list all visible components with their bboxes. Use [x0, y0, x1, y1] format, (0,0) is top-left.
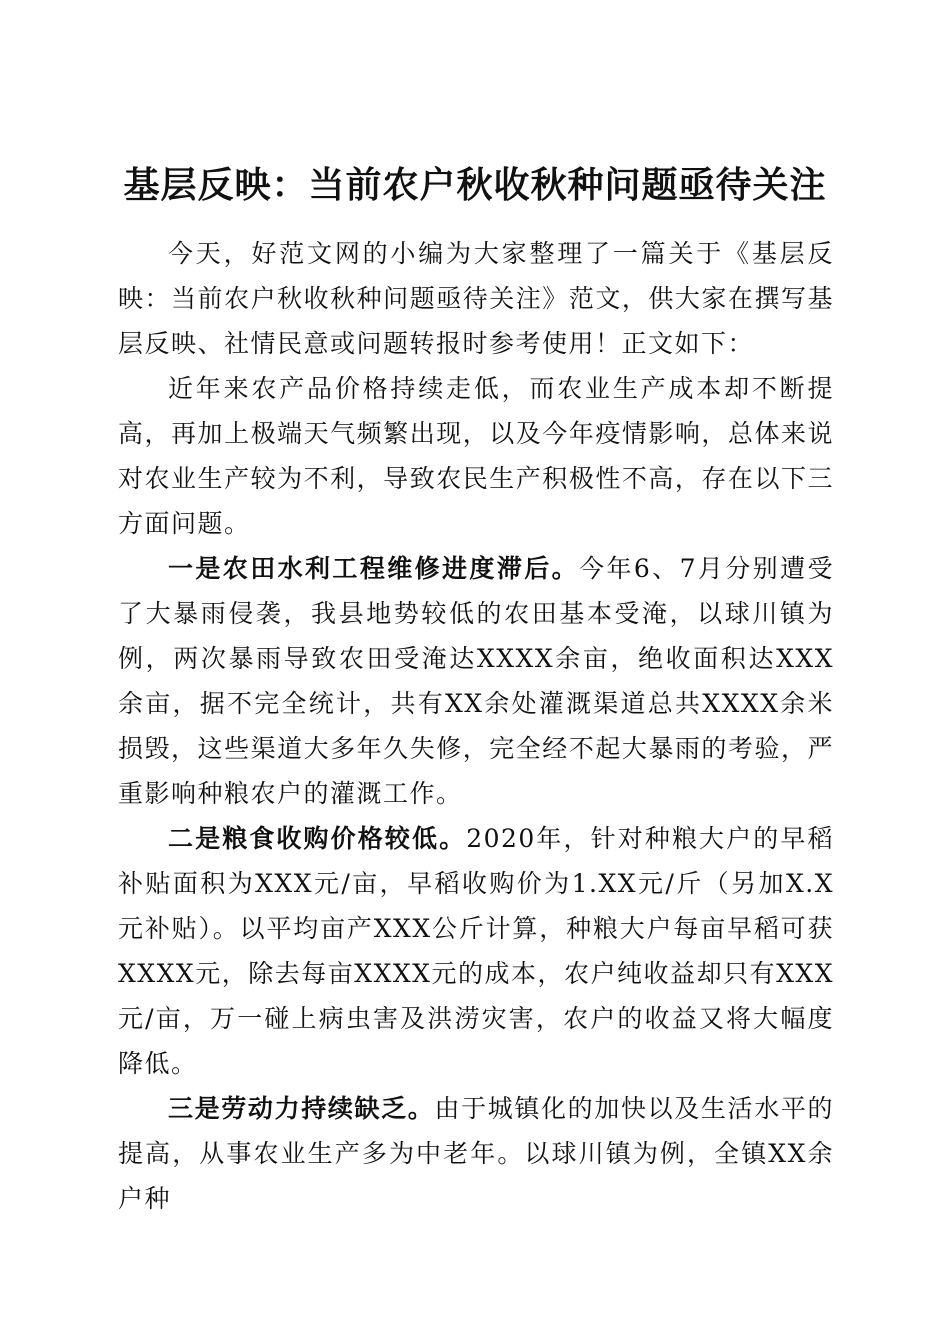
issue-2-text: 2020年，针对种粮大户的早稻补贴面积为XXX元/亩，早稻收购价为1.XX元/斤（另加X.X元补贴）。以平均亩产XXX公斤计算，种粮大户每亩早稻可获XXXX元，除去每亩XXXX元的成本，农户纯收益却只有XXX元/亩，万一碰上病虫害及洪涝灾害，农户的收益又将大幅度降低。: [118, 824, 834, 1078]
document-title: 基层反映：当前农户秋收秋种问题亟待关注: [123, 164, 827, 207]
document-body: [118, 231, 834, 1221]
background-paragraph: 近年来农产品价格持续走低，而农业生产成本却不断提高，再加上极端天气频繁出现，以及今年疫情影响，总体来说对农业生产较为不利，导致农民生产积极性不高，存在以下三方面问题。: [118, 374, 834, 538]
issue-3-heading: 三是劳动力持续缺乏。: [168, 1094, 435, 1123]
issue-3-text: 由于城镇化的加快以及生活水平的提高，从事农业生产多为中老年。以球川镇为例，全镇XX余户种: [118, 1094, 834, 1213]
issue-1-text: 今年6、7月分别遭受了大暴雨侵袭，我县地势较低的农田基本受淹，以球川镇为例，两次暴雨导致农田受淹达XXXX余亩，绝收面积达XXX余亩，据不完全统计，共有XX余处灌溉渠道总共XXXX余米损毁，这些渠道大多年久失修，完全经不起大暴雨的考验，严重影响种粮农户的灌溉工作。: [118, 554, 834, 808]
issue-paragraph-1: [118, 546, 834, 816]
issue-2-heading: 二是粮食收购价格较低。: [168, 824, 467, 853]
issue-paragraph-2: [118, 816, 834, 1086]
intro-paragraph: 今天，好范文网的小编为大家整理了一篇关于《基层反映：当前农户秋收秋种问题亟待关注》范文，供大家在撰写基层反映、社情民意或问题转报时参考使用！正文如下：: [118, 239, 834, 358]
issue-1-heading: 一是农田水利工程维修进度滞后。: [168, 554, 580, 583]
issue-paragraph-3: [118, 1086, 834, 1221]
